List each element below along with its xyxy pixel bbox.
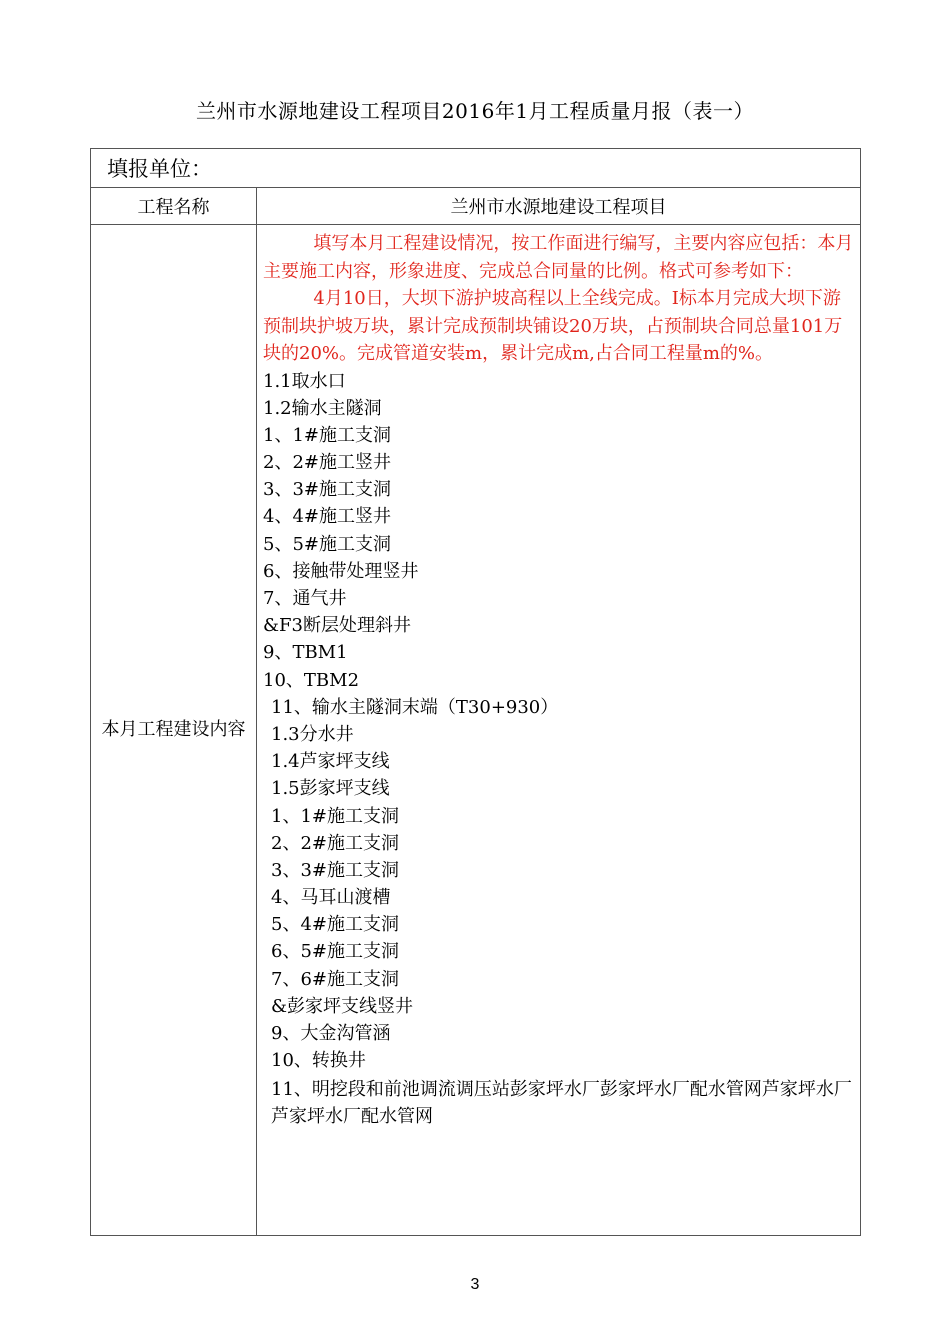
project-name-row bbox=[91, 188, 861, 225]
list-item: 1、1#施工支洞 bbox=[271, 805, 399, 827]
list-item: 10、TBM2 bbox=[263, 669, 360, 691]
list-item: 9、大金沟管涵 bbox=[271, 1023, 391, 1044]
instruction-paragraph-2: 4月10日，大坝下游护坡高程以上全线完成。I标本月完成大坝下游预制块护坡万块，累计完成预制块铺设20万块，占预制块合同总量101万块的20%。完成管道安装m，累计完成m,占合同工程量m的%。 bbox=[263, 288, 843, 364]
page-title: 兰州市水源地建设工程项目2016年1月工程质量月报（表一） bbox=[195, 99, 755, 123]
list-item: 3、3#施工支洞 bbox=[263, 479, 391, 501]
instruction-text bbox=[263, 230, 856, 368]
list-item: 1、1#施工支洞 bbox=[263, 424, 391, 446]
fill-unit-row bbox=[91, 149, 861, 188]
list-item: 11、明挖段和前池调流调压站彭家坪水厂彭家坪水厂配水管网芦家坪水厂芦家坪水厂配水管网 bbox=[271, 1079, 852, 1128]
list-item: 3、3#施工支洞 bbox=[271, 859, 399, 881]
list-item: 6、接触带处理竖井 bbox=[263, 560, 419, 582]
list-item: 7、通气井 bbox=[263, 588, 347, 609]
instruction-paragraph-1: 填写本月工程建设情况，按工作面进行编写，主要内容应包括：本月主要施工内容，形象进度、完成总合同量的比例。格式可参考如下： bbox=[263, 233, 854, 282]
list-item: 11、输水主隧洞末端（T30+930） bbox=[271, 696, 559, 718]
content-row bbox=[91, 225, 861, 1236]
list-item: 1.1取水口 bbox=[263, 370, 346, 392]
list-item: 5、4#施工支洞 bbox=[271, 914, 399, 936]
fill-unit-label: 填报单位： bbox=[91, 149, 861, 188]
project-name-label: 工程名称 bbox=[91, 188, 257, 225]
list-item: 6、5#施工支洞 bbox=[271, 941, 399, 963]
list-item: 1.3分水井 bbox=[271, 723, 354, 745]
content-cell bbox=[257, 225, 861, 1236]
page-number: 3 bbox=[470, 1276, 480, 1293]
list-item: 10、转换井 bbox=[271, 1050, 366, 1072]
list-item: 1.2输水主隧洞 bbox=[263, 397, 382, 419]
report-table bbox=[90, 148, 861, 1236]
content-label: 本月工程建设内容 bbox=[91, 225, 257, 1236]
content-list bbox=[263, 368, 856, 1131]
project-name-value: 兰州市水源地建设工程项目 bbox=[257, 188, 861, 225]
list-item: 2、2#施工支洞 bbox=[271, 832, 399, 854]
list-item: &彭家坪支线竖井 bbox=[271, 995, 414, 1017]
list-item: 7、6#施工支洞 bbox=[271, 968, 399, 990]
list-item: 1.5彭家坪支线 bbox=[271, 778, 390, 800]
list-item: 9、TBM1 bbox=[263, 642, 348, 664]
list-item: 1.4芦家坪支线 bbox=[271, 751, 390, 773]
list-item: 5、5#施工支洞 bbox=[263, 533, 391, 555]
list-item: 4、4#施工竖井 bbox=[263, 506, 391, 528]
list-item: 4、马耳山渡槽 bbox=[271, 887, 391, 909]
list-item: &F3断层处理斜井 bbox=[263, 615, 411, 637]
list-item: 2、2#施工竖井 bbox=[263, 452, 391, 474]
